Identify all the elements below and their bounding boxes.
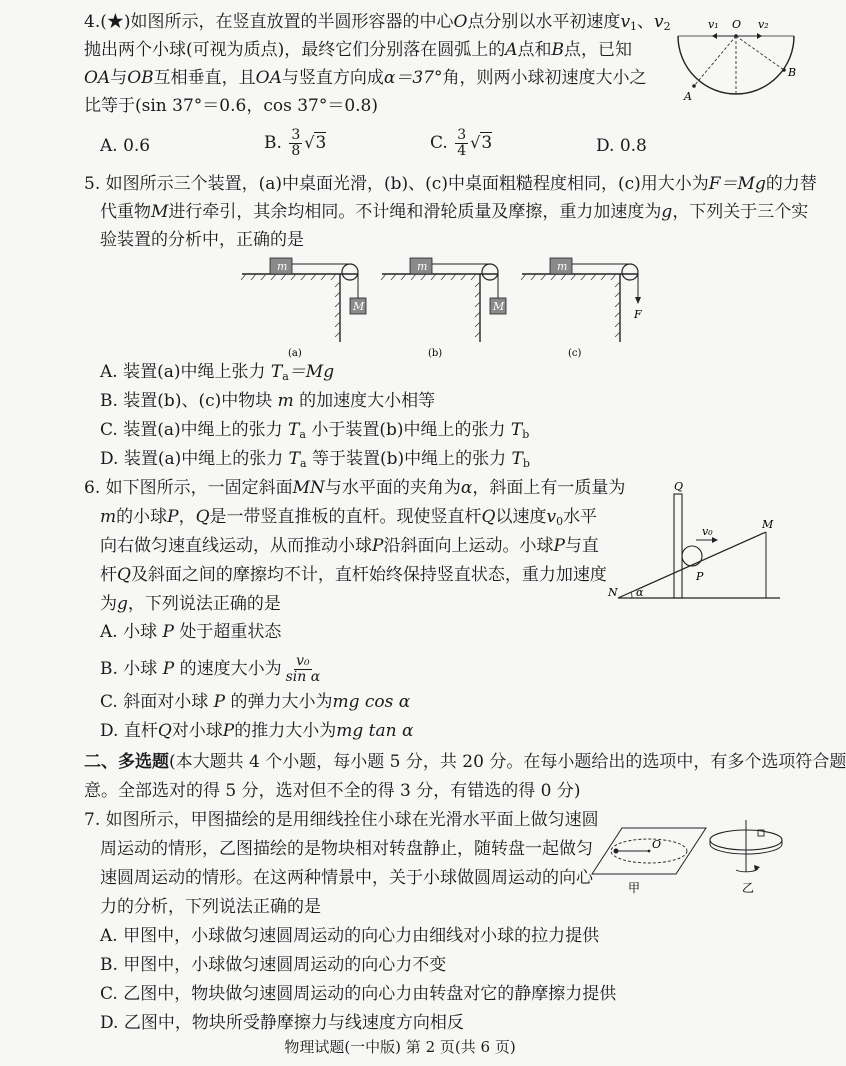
q4-option-d[interactable] [596, 134, 647, 158]
q6-line-1 [84, 476, 625, 500]
q4-line-4 [84, 94, 378, 118]
q7-fig-jia: 甲 [628, 881, 641, 895]
q6-text: 水平 [563, 507, 598, 527]
q6-option-b[interactable] [100, 654, 324, 685]
q5-fig-m-a: m [277, 260, 288, 273]
q6-fig-M: M [762, 518, 774, 531]
q5-fig-m-c: m [557, 260, 568, 273]
q7-opt-text: A. 甲图中，小球做匀速圆周运动的向心力由细线对小球的拉力提供 [100, 926, 600, 946]
q6-line-4 [100, 563, 607, 587]
q5-opt-text: 的加速度大小相等 [299, 391, 436, 411]
q5-option-b[interactable] [100, 389, 435, 413]
q5-opt-sub: a [299, 457, 307, 470]
q4-text: 互相垂直，且 [153, 68, 256, 88]
q4-option-b-rad: 3 [315, 133, 327, 153]
q4-text: 与 [110, 68, 128, 88]
q5-fig-F: F [634, 308, 642, 321]
q6-sym: Q [481, 507, 496, 527]
q6-line-3 [100, 534, 599, 558]
q4-sym: A [505, 40, 518, 60]
q6-opt-sym: P [162, 659, 175, 679]
q6-opt-text: 处于超重状态 [179, 622, 282, 642]
q6-text: ， [178, 507, 196, 527]
q5-opt-text: B. 装置(b)、(c)中物块 [100, 391, 273, 411]
q4-star: (★) [100, 12, 131, 32]
q5-fig-M-b: M [493, 300, 505, 313]
q5-opt-text: D. 装置(a)中绳上的张力 [100, 449, 284, 469]
q5-fig-cap-a: (a) [288, 348, 302, 359]
q6-sym: P [553, 536, 565, 556]
q7-line-1 [84, 808, 599, 832]
q6-option-c[interactable] [100, 690, 410, 714]
q6-opt-sym: mg cos α [332, 692, 411, 712]
q5-text: 验装置的分析中，正确的是 [100, 230, 304, 250]
q6-opt-text: 的弹力大小为 [230, 692, 333, 712]
q6-fig-N: N [608, 586, 618, 599]
q6-opt-sym: P [222, 721, 235, 741]
q5-opt-text: C. 装置(a)中绳上的张力 [100, 420, 283, 440]
q5-opt-sub: b [522, 428, 530, 441]
q4-text: 比等于(sin 37°＝0.6，cos 37°＝0.8) [84, 96, 378, 116]
q4-option-b[interactable]: B. $\frac{3}{8}$ √3 [264, 127, 327, 159]
q4-option-c-num: 3 [457, 127, 467, 143]
q4-sym: B [551, 40, 565, 60]
q4-text: 点和 [517, 40, 552, 60]
q4-sym: OB [127, 68, 154, 88]
q4-text: 角，则两小球初速度大小之 [442, 68, 647, 88]
q6-text: 杆 [100, 565, 117, 585]
q4-fig-A: A [684, 90, 692, 103]
q5-fig-m-b: m [417, 260, 428, 273]
q6-text: 与水平面的夹角为 [324, 478, 461, 498]
q6-fig-alpha: α [636, 586, 644, 599]
q7-text: 周运动的情形，乙图描绘的是物块相对转盘静止，随转盘一起做匀 [100, 839, 593, 859]
q4-sym: v [654, 12, 664, 32]
q4-fig-v2: v₂ [758, 18, 769, 31]
q5-device-b [381, 258, 506, 359]
q6-sym: MN [292, 478, 325, 498]
q5-text: 的力替 [765, 174, 817, 194]
q6-opt-sym: Q [157, 721, 172, 741]
q6-fig-v0: v₀ [702, 525, 713, 538]
q7-option-b[interactable] [100, 953, 446, 977]
q4-fig-O: O [732, 18, 742, 31]
q6-text: 向右做匀速直线运动，从而推动小球 [100, 536, 372, 556]
q6-incline-figure [600, 480, 790, 610]
q6-text: 为 [100, 594, 117, 614]
q5-device-c [521, 258, 642, 359]
q7-text: 7. 如图所示，甲图描绘的是用细线拴住小球在光滑水平面上做匀速圆 [84, 810, 599, 830]
q6-opt-text: A. 小球 [100, 622, 158, 642]
q6-sym: P [372, 536, 384, 556]
q6-text: 沿斜面向上运动。小球 [383, 536, 554, 556]
q6-text: 与直 [564, 536, 599, 556]
section-2-desc: (本大题共 4 个小题，每小题 5 分，共 20 分。在每小题给出的选项中，有多个选项符合题 [169, 752, 846, 772]
q6-opt-text: C. 斜面对小球 [100, 692, 209, 712]
q4-sym: O [453, 12, 468, 32]
q6-text: 以速度 [495, 507, 547, 527]
q6-text: ，斜面上有一质量为 [472, 478, 626, 498]
q7-text: 速圆周运动的情形。在这两种情景中，关于小球做圆周运动的向心 [100, 868, 593, 888]
q5-pulley-figure [230, 252, 650, 362]
q4-option-b-label: B. [264, 133, 282, 153]
q5-opt-sym: m [277, 391, 294, 411]
q6-option-d[interactable] [100, 719, 413, 743]
q6-text: 是一带竖直推板的直杆。现使竖直杆 [209, 507, 482, 527]
q7-text: 力的分析，下列说法正确的是 [100, 897, 321, 917]
q7-line-3 [100, 866, 593, 890]
q7-option-a[interactable] [100, 924, 599, 948]
q5-opt-sub: b [522, 457, 530, 470]
q6-sym: m [100, 507, 117, 527]
q6-text: ，下列说法正确的是 [127, 594, 281, 614]
q6-fig-P: P [696, 570, 704, 583]
q4-sym: OA [255, 68, 282, 88]
q5-line-1 [84, 172, 817, 196]
q7-opt-text: B. 甲图中，小球做匀速圆周运动的向心力不变 [100, 955, 447, 975]
section-2-heading [84, 750, 846, 774]
q5-option-d[interactable] [100, 447, 530, 476]
q6-opt-b-num: v₀ [296, 653, 310, 669]
q6-sym: Q [117, 565, 131, 585]
q4-text: 抛出两个小球(可视为质点)，最终它们分别落在圆弧上的 [84, 40, 506, 60]
q4-sym: α＝37° [383, 68, 443, 88]
q5-fig-cap-b: (b) [428, 348, 443, 359]
q4-option-c-label: C. [430, 133, 448, 153]
q5-device-a [241, 258, 366, 359]
q5-opt-sym: T [288, 449, 300, 469]
q4-fig-B: B [788, 66, 797, 79]
q6-fig-Q: Q [674, 480, 684, 493]
q5-opt-sym: T [511, 449, 523, 469]
q5-text: 代重物 [100, 202, 151, 222]
q4-option-b-num: 3 [291, 127, 301, 143]
q4-text: 与竖直方向成 [281, 68, 384, 88]
q6-text: 6. 如下图所示，一固定斜面 [84, 478, 293, 498]
q5-fig-M-a: M [353, 300, 365, 313]
q5-text: 5. 如图所示三个装置，(a)中桌面光滑，(b)、(c)中桌面粗糙程度相同，(c)用大小为 [84, 174, 709, 194]
q7-line-2 [100, 837, 593, 861]
q4-number: 4. [84, 12, 101, 32]
page-footer: 物理试题(一中版) 第 2 页(共 6 页) [284, 1038, 516, 1056]
q4-option-b-den: 8 [291, 143, 301, 159]
q4-line-3 [84, 66, 647, 90]
q5-opt-text: 小于装置(b)中绳上的张力 [311, 420, 506, 440]
q5-text: ，下列关于三个实 [672, 202, 809, 222]
q6-opt-text: B. 小球 [100, 659, 158, 679]
q6-opt-text: 的推力大小为 [234, 721, 337, 741]
q7-circular-motion-figure [588, 818, 788, 898]
q4-text: 点，已知 [564, 40, 633, 60]
q6-sym: α [460, 478, 473, 498]
q5-fig-cap-c: (c) [568, 348, 582, 359]
q7-fig-yi: 乙 [742, 881, 755, 895]
q5-line-3 [100, 228, 304, 252]
q6-sym: P [167, 507, 179, 527]
q4-text: 点分别以水平初速度 [467, 12, 621, 32]
q5-sym: M [151, 202, 169, 222]
q6-line-2: m的小球P，Q是一带竖直推板的直杆。现使竖直杆Q以速度$v_0$水平 [100, 507, 598, 528]
q6-opt-b-den: sin α [285, 669, 321, 685]
q7-opt-text: C. 乙图中，物块做匀速圆周运动的向心力由转盘对它的静摩擦力提供 [100, 984, 617, 1004]
q5-option-a[interactable] [100, 360, 334, 389]
q6-text: 及斜面之间的摩擦均不计，直杆始终保持竖直状态，重力加速度 [130, 565, 607, 585]
q4-text: 如图所示，在竖直放置的半圆形容器的中心 [130, 12, 454, 32]
q6-sym: g [117, 594, 128, 614]
q5-sym: g [661, 202, 673, 222]
q7-option-d[interactable] [100, 1011, 464, 1035]
q5-line-2 [100, 200, 808, 224]
q5-opt-sym: T [510, 420, 523, 440]
q6-opt-sym: P [162, 622, 174, 642]
q6-sym: v [546, 507, 557, 527]
q4-option-c[interactable]: C. $\frac{3}{4}$ √3 [430, 127, 493, 159]
q6-text: 的小球 [116, 507, 168, 527]
section-2-title: 二、多选题 [84, 752, 169, 772]
q7-option-c[interactable] [100, 982, 616, 1006]
q4-sym: v [620, 12, 631, 32]
q5-sym: F＝Mg [708, 174, 766, 194]
q6-opt-text: 的速度大小为 [179, 659, 282, 679]
q6-line-5 [100, 592, 281, 616]
section-2-heading-2 [84, 779, 581, 803]
q6-opt-text: 对小球 [171, 721, 223, 741]
q7-line-4 [100, 895, 321, 919]
q5-option-c[interactable] [100, 418, 529, 447]
q6-opt-sym: P [213, 692, 226, 712]
q4-line-1: 4.(★)如图所示，在竖直放置的半圆形容器的中心O点分别以水平初速度$v_1$、$v_2$ [84, 12, 671, 33]
q6-opt-text: D. 直杆 [100, 721, 158, 741]
q4-option-d-label: D. 0.8 [596, 136, 647, 156]
q5-opt-sym: T [270, 362, 283, 382]
q5-opt-text: 等于装置(b)中绳上的张力 [311, 449, 507, 469]
q5-opt-sub: a [282, 370, 289, 383]
q5-opt-sym: ＝Mg [288, 362, 335, 382]
q6-sym: Q [195, 507, 210, 527]
q4-fig-v1: v₁ [708, 18, 719, 31]
q5-opt-sym: T [288, 420, 300, 440]
q5-opt-sub: a [299, 428, 306, 441]
q4-option-a-label: A. 0.6 [100, 136, 151, 156]
q5-text: 进行牵引，其余均相同。不计绳和滑轮质量及摩擦，重力加速度为 [168, 202, 662, 222]
q4-sym: OA [84, 68, 111, 88]
q7-opt-text: D. 乙图中，物块所受静摩擦力与线速度方向相反 [100, 1013, 464, 1033]
q4-line-2 [84, 38, 632, 62]
q5-opt-text: A. 装置(a)中绳上张力 [100, 362, 266, 382]
section-2-desc: 意。全部选对的得 5 分，选对但不全的得 3 分，有错选的得 0 分) [84, 781, 581, 801]
q6-option-a[interactable] [100, 620, 281, 644]
q4-semicircle-figure [660, 14, 800, 114]
q6-opt-sym: mg tan α [336, 721, 414, 741]
q4-option-c-den: 4 [457, 143, 467, 159]
q4-option-c-rad: 3 [481, 133, 493, 153]
q4-option-a[interactable] [100, 134, 150, 158]
q7-fig-O: O [652, 838, 662, 851]
